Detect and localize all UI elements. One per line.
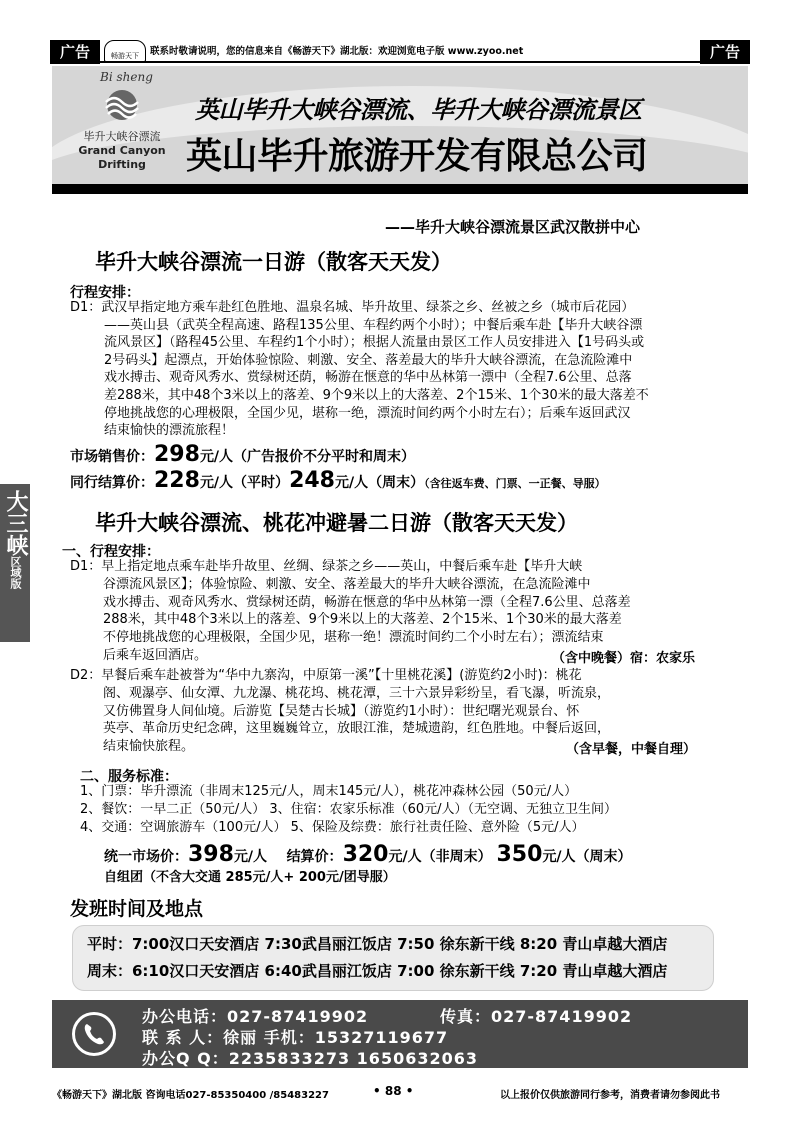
tour2-d1-line: 288米，其中48个3米以上的落差、9个9米以上的大落差、2个15米、1个30米的最大落差 — [103, 612, 622, 627]
tour2-d2-line: D2：早餐后乘车赴被誉为“华中九寨沟，中原第一溪”【十里桃花溪】(游览约2小时)：桃花 — [70, 668, 582, 683]
tour2-d1-line: D1：早上指定地点乘车赴毕升故里、丝绸、绿茶之乡——英山，中餐后乘车赴【毕升大峡 — [70, 559, 583, 574]
tour2-title: 毕升大峡谷漂流、桃花冲避暑二日游（散客天天发） — [95, 511, 578, 535]
tour1-line: D1：武汉早指定地方乘车赴红色胜地、温泉名城、毕升故里、绿茶之乡、丝被之乡（城市后花园） — [70, 300, 635, 315]
banner-subtitle: 英山毕升大峡谷漂流、毕升大峡谷漂流景区 — [195, 95, 642, 124]
settle-weekend-price: 350 — [496, 842, 543, 867]
tour1-line: ——英山县（武英全程高速、路程135公里、车程约两个小时）；中餐后乘车赴【毕升大峡谷漂 — [104, 318, 643, 333]
tour2-d1-line: 戏水搏击、观奇风秀水、赏绿树还荫，畅游在惬意的华中丛林第一漂（全程7.6公里、总落差 — [103, 595, 631, 610]
settle-weekend-unit: 元/人（周末） — [542, 849, 632, 865]
trade-weekday-price: 228 — [154, 468, 200, 493]
settle-price-label: 结算价： — [286, 849, 343, 865]
region-side-tab — [0, 484, 30, 642]
side-tab-main: 大三峡 — [3, 490, 28, 556]
distribution-center-line: ——毕升大峡谷漂流景区武汉散拼中心 — [385, 218, 641, 236]
tour2-d2-line: 结束愉快旅程。 — [103, 739, 195, 754]
tour2-d2-line: 阁、观瀑亭、仙女潭、九龙瀑、桃花坞、桃花潭，三十六景异彩纷呈，看飞瀑，听流泉， — [103, 686, 611, 701]
tour1-line: 戏水搏击、观奇风秀水、赏绿树还荫，畅游在惬意的华中丛林第一漂中（全程7.6公里、总落 — [104, 370, 632, 385]
tour2-price-row — [104, 842, 632, 867]
settle-weekday-price: 320 — [342, 842, 389, 867]
ad-tag-left: 广告 — [50, 40, 100, 64]
trade-price-note: （含往返车费、门票、一正餐、导服） — [424, 477, 606, 490]
tour2-d1-line: 不停地挑战您的心理极限，全国少见，堪称一绝！漂流时间约二个小时左右）；漂流结束 — [103, 630, 604, 645]
market-price-value: 298 — [154, 442, 200, 467]
tour1-title: 毕升大峡谷漂流一日游（散客天天发） — [95, 250, 452, 274]
top-notice: 联系时敬请说明，您的信息来自《畅游天下》湖北版：欢迎浏览电子版 www.zyoo.net — [150, 46, 524, 57]
fax-number: 传真：027-87419902 — [440, 1007, 633, 1026]
phone-icon — [72, 1012, 116, 1056]
schedule-box — [72, 925, 714, 991]
service-line: 2、餐饮：一早二正（50元/人） 3、住宿：农家乐标准（60元/人）（无空调、无独立卫生间） — [80, 802, 618, 817]
footer-left: 《畅游天下》湖北版 咨询电话027-85350400 /85483227 — [52, 1090, 329, 1101]
tour2-itinerary-label: 一、行程安排： — [62, 544, 160, 560]
settle-weekday-unit: 元/人（非周末） — [388, 849, 492, 865]
tour1-line: 结束愉快的漂流旅程！ — [104, 423, 235, 438]
office-phone: 办公电话：027-87419902 — [142, 1007, 369, 1026]
contact-person: 联 系 人：徐丽 手机：15327119677 — [142, 1028, 449, 1047]
tour2-d2-line: 又仿佛置身人间仙境。后游览【吴楚古长城】（游览约1小时）：世纪曙光观景台、怀 — [103, 704, 580, 719]
unified-price-value: 398 — [188, 842, 234, 867]
unified-price-unit: 元/人 — [233, 849, 268, 865]
tour2-d2-line: 英亭、革命历史纪念碑，这里巍巍耸立，放眼江淮，楚城遗韵，红色胜地。中餐后返回， — [103, 721, 611, 736]
logo-script-text: Bi sheng — [100, 70, 153, 84]
tour2-d1-line: 后乘车返回酒店。 — [103, 648, 208, 663]
unified-price-label: 统一市场价： — [104, 849, 188, 865]
trade-weekend-unit: 元/人（周末） — [335, 475, 425, 491]
publication-logo: 畅游天下 — [104, 40, 146, 62]
tour1-itinerary-label: 行程安排： — [70, 285, 140, 301]
schedule-weekend: 周末：6:10汉口天安酒店 6:40武昌丽江饭店 7:00 徐东新干线 7:20 青山卓越大酒店 — [87, 962, 668, 980]
tour1-line: 差288米，其中48个3米以上的落差、9个9米以上的大落差、2个15米、1个30米的最大落差不 — [104, 388, 649, 403]
logo-en-text-2: Drifting — [98, 158, 146, 171]
tour2-d1-line: 谷漂流风景区】；体验惊险、刺激、安全、落差最大的毕升大峡谷漂流，在急流险滩中 — [103, 577, 591, 592]
tour1-trade-price-row — [70, 468, 606, 493]
company-logo — [62, 70, 182, 190]
tour1-line: 停地挑战您的心理极限，全国少见，堪称一绝，漂流时间约两个小时左右）；后乘车返回武汉 — [104, 406, 631, 421]
self-group-price: 自组团（不含大交通 285元/人+ 200元/团导服） — [104, 870, 396, 885]
side-tab-sub: 区域版 — [9, 556, 22, 589]
tour1-market-price-row — [70, 442, 415, 467]
contact-panel — [52, 1000, 748, 1068]
logo-cn-text: 毕升大峡谷漂流 — [83, 130, 161, 143]
market-price-label: 市场销售价： — [70, 449, 154, 465]
page-number: • 88 • — [373, 1084, 414, 1098]
logo-wave-icon — [100, 88, 144, 122]
trade-price-label: 同行结算价： — [70, 475, 154, 491]
office-qq: 办公Q Q：2235833273 1650632063 — [142, 1049, 479, 1068]
banner-title: 英山毕升旅游开发有限总公司 — [186, 136, 648, 177]
tour1-line: 流风景区】（路程45公里、车程约1个小时）；根据人流量由景区工作人员安排进入【1号码头或 — [104, 335, 645, 350]
logo-en-text-1: Grand Canyon — [78, 144, 166, 157]
service-line: 1、门票：毕升漂流（非周末125元/人，周末145元/人），桃花冲森林公园（50元/人） — [80, 784, 578, 799]
market-price-unit: 元/人（广告报价不分平时和周末） — [199, 449, 416, 465]
tour2-d2-note: （含早餐，中餐自理） — [566, 742, 697, 757]
tour1-line: 2号码头】起漂点，开始体验惊险、刺激、安全、落差最大的毕升大峡谷漂流，在急流险滩中 — [104, 353, 633, 368]
trade-weekend-price: 248 — [289, 468, 335, 493]
schedule-weekday: 平时：7:00汉口天安酒店 7:30武昌丽江饭店 7:50 徐东新干线 8:20 青山卓越大酒店 — [87, 935, 668, 953]
service-line: 4、交通：空调旅游车（100元/人） 5、保险及综费：旅行社责任险、意外险（5元/人） — [80, 820, 585, 835]
footer-right: 以上报价仅供旅游同行参考，消费者请勿参阅此书 — [500, 1090, 720, 1101]
ad-tag-right: 广告 — [700, 40, 750, 64]
trade-weekday-unit: 元/人（平时） — [199, 475, 290, 491]
service-label: 二、服务标准： — [80, 769, 178, 785]
tour2-d1-note: （含中晚餐）宿：农家乐 — [552, 651, 696, 666]
schedule-title: 发班时间及地点 — [70, 898, 204, 920]
top-divider — [50, 61, 750, 63]
